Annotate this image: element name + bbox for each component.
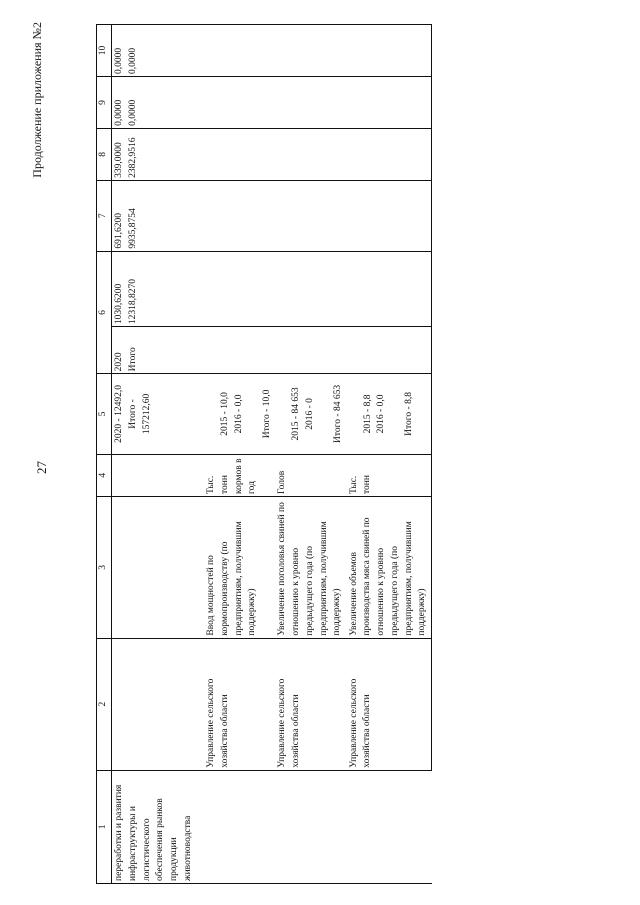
header-col-5: 5: [97, 374, 112, 454]
activity-name: переработки и развития инфраструктуры и логистического обеспечения рынков продукции животноводства: [112, 770, 432, 883]
column-numbers-row: [97, 25, 112, 884]
table-row: [275, 25, 346, 884]
executor: Управление сельского хозяйства области: [347, 638, 432, 770]
header-col-1: 1: [97, 770, 112, 883]
program-table: [96, 24, 432, 884]
indicator-values: 2015 - 8,8 2016 - 0,0 Итого - 8,8: [347, 374, 432, 454]
header-col-10: 10: [97, 25, 112, 77]
col7-values: 691,6200 9935,8754: [112, 180, 205, 251]
indicator: Ввод мощностей по кормопроизводству (по предприятиям, получившим поддержку): [204, 497, 275, 639]
table-row: [112, 25, 205, 884]
year-cell: 2020 Итого: [112, 327, 205, 374]
rotated-page-content: [30, 22, 600, 884]
indicator-values: 2015 - 84 653 2016 - 0 Итого - 84 653: [275, 374, 346, 454]
indicator-values: 2015 - 10,0 2016 - 0,0 Итого - 10,0: [204, 374, 275, 454]
header-col-7: 7: [97, 180, 112, 251]
header-col-9: 9: [97, 77, 112, 129]
executor: Управление сельского хозяйства области: [275, 638, 346, 770]
unit: Тыс. тонн: [347, 454, 432, 496]
funding-total-cell: 2020 - 12492,0 Итого - 157212,60: [112, 374, 205, 454]
executor: Управление сельского хозяйства области: [204, 638, 275, 770]
unit: Голов: [275, 454, 346, 496]
indicator: Увеличение поголовья свиней по отношению к уровню предыдущего года (по предприятиям, получившим поддержку): [275, 497, 346, 639]
header-col-2: 2: [97, 638, 112, 770]
col6-values: 1030,6200 12318,8270: [112, 251, 205, 327]
table-row: [204, 25, 275, 884]
indicator: Увеличение объемов производства мяса свиней по отношению к уровню предыдущего года (по предприятиям, получившим поддержку): [347, 497, 432, 639]
header-col-3: 3: [97, 497, 112, 639]
col9-values: 0,0000 0,0000: [112, 77, 205, 129]
unit: Тыс. тонн кормов в год: [204, 454, 275, 496]
header-col-6: 6: [97, 251, 112, 374]
header-col-4: 4: [97, 454, 112, 496]
continuation-title: Продолжение приложения №2: [30, 22, 44, 178]
page-number: 27: [34, 461, 49, 474]
header-col-8: 8: [97, 128, 112, 180]
col10-values: 0,0000 0,0000: [112, 25, 205, 77]
table-row: [347, 25, 432, 884]
col8-values: 339,0000 2382,9516: [112, 128, 205, 180]
